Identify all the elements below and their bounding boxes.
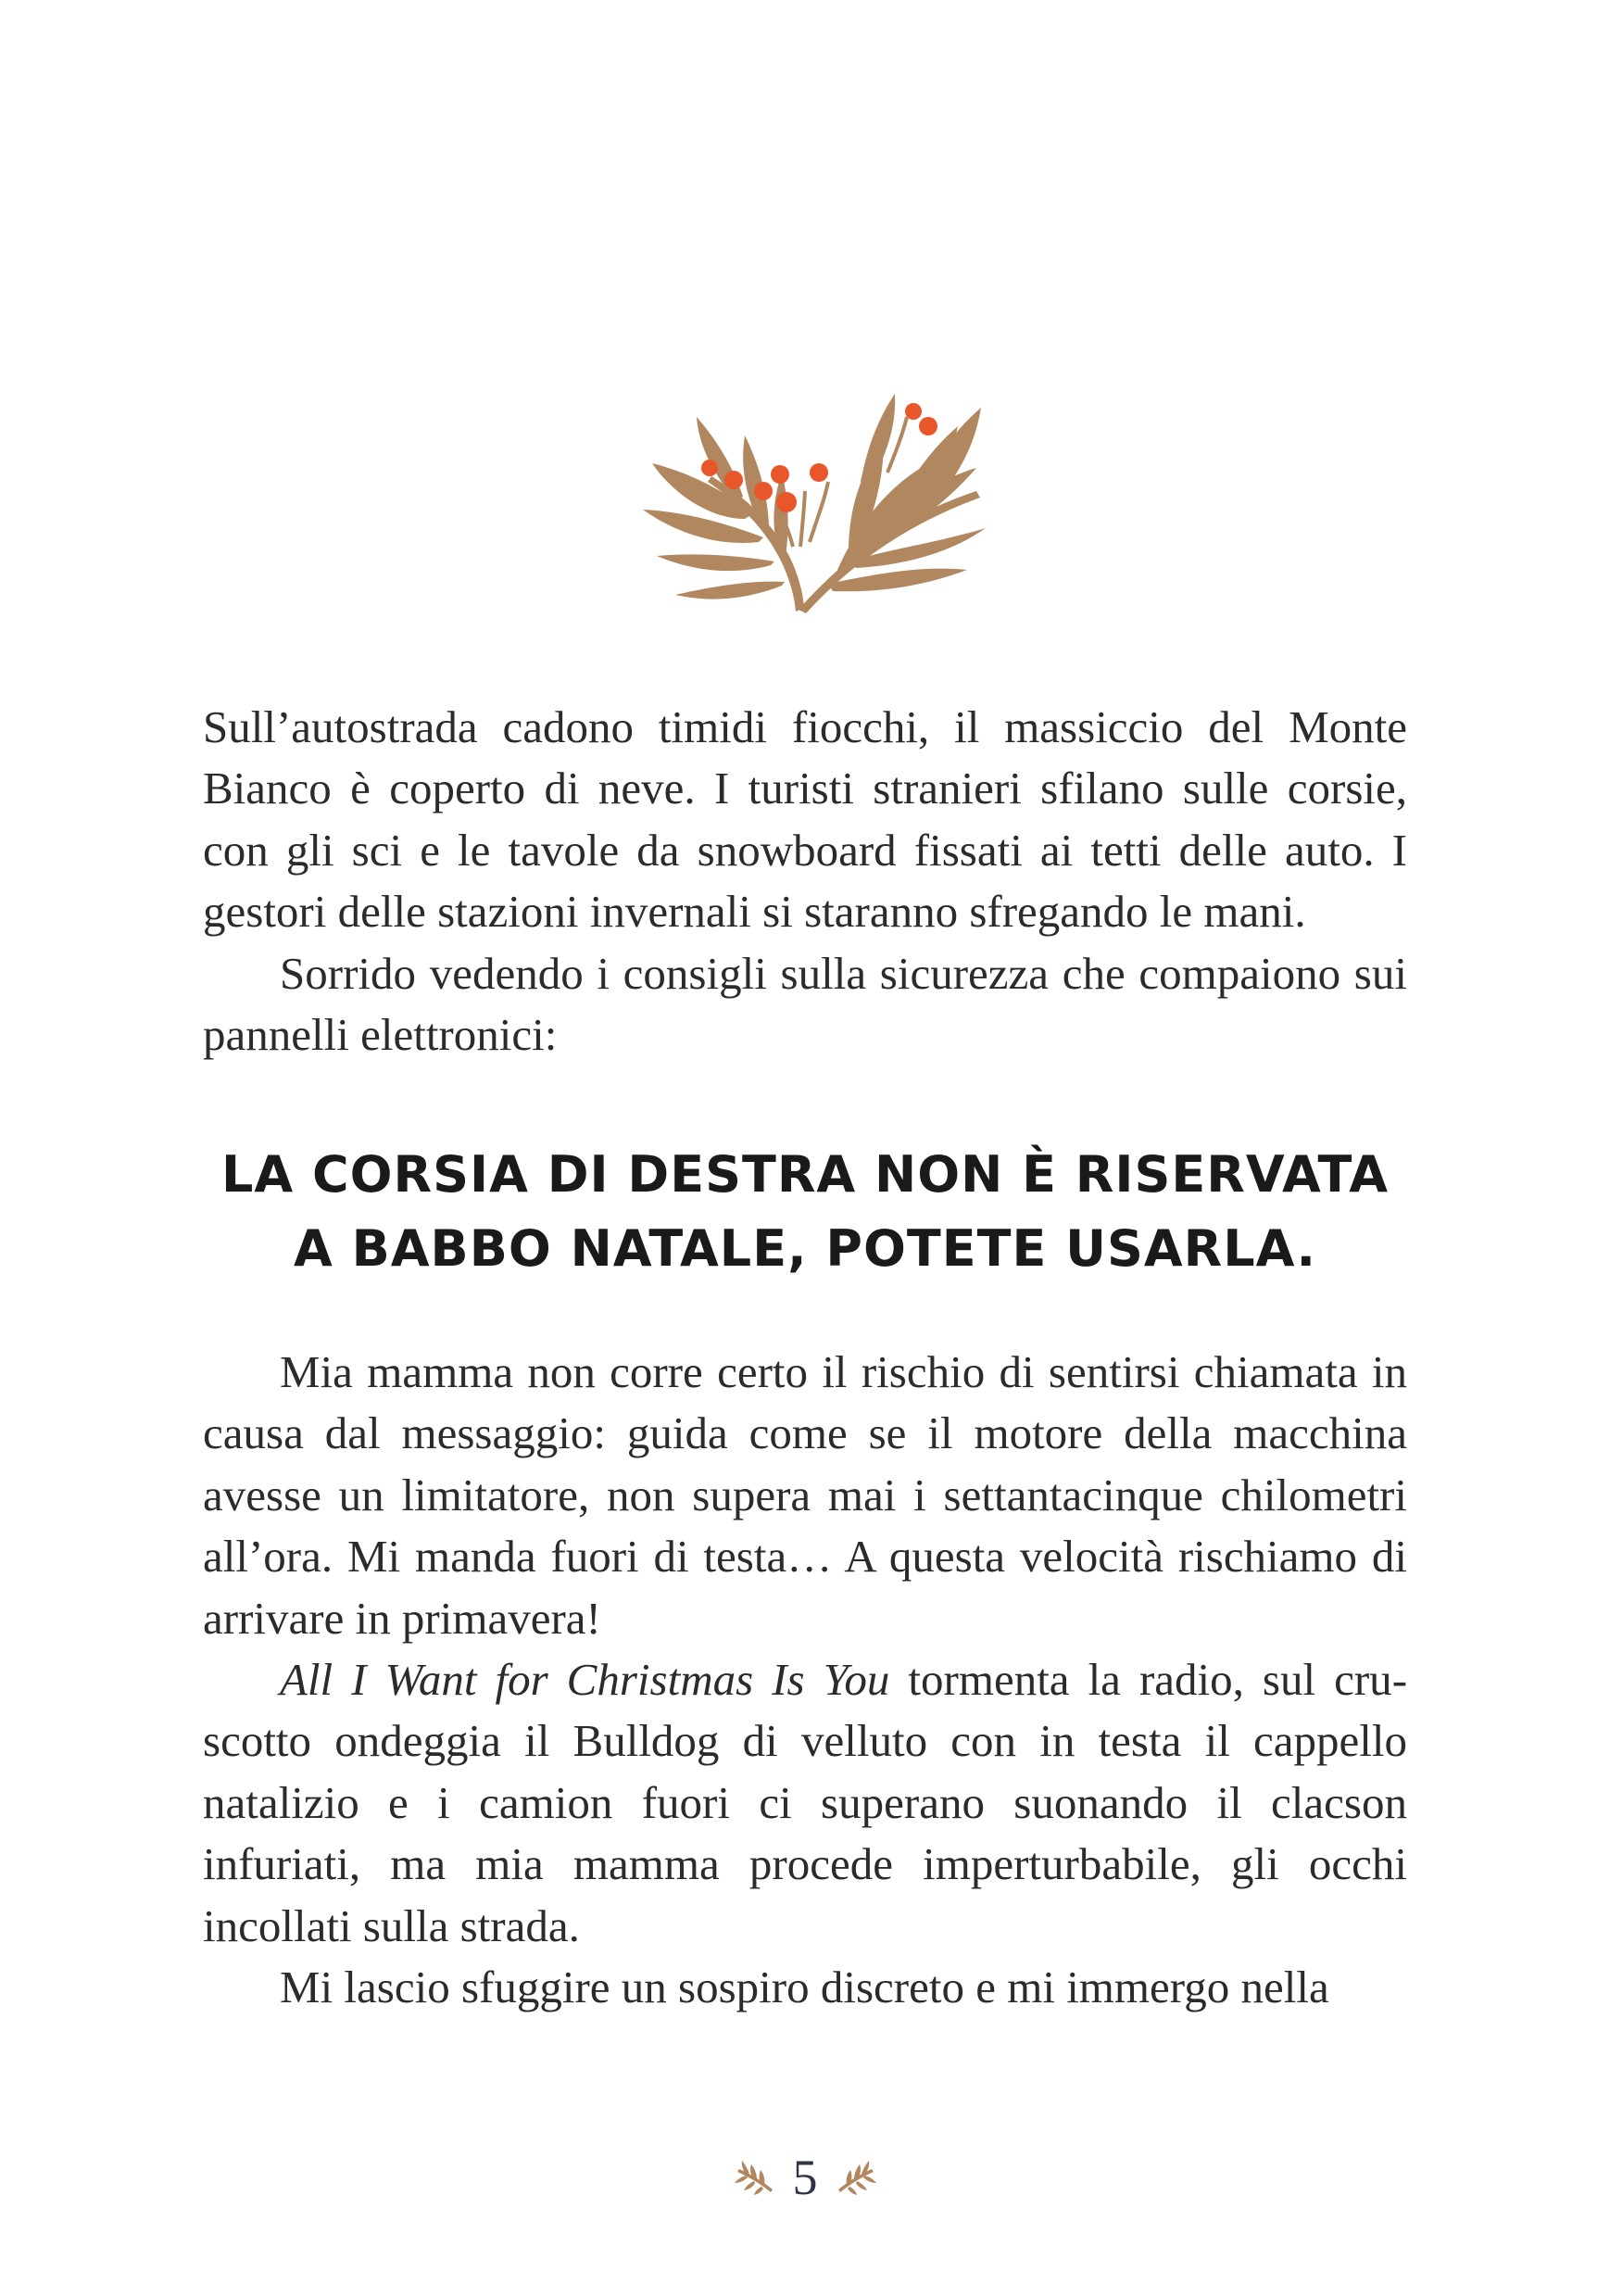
paragraph: Sull’autostrada cadono timidi fiocchi, il massiccio del Monte Bianco è coperto di neve. I turisti stranieri sfilano sulle corsie, con gli sci e le tavole da snowboard fissati ai tetti delle auto. I gestori delle stazioni invernali si staranno sfregando le mani. [203, 701, 1407, 938]
paragraph [203, 1649, 1407, 1957]
page-footer [0, 2140, 1610, 2214]
text-block-top [203, 697, 1407, 1066]
paragraph: Mia mamma non corre certo il rischio di sentirsi chiamata in causa dal messaggio: guida come se il motore della macchina avesse un limitatore, non supera mai i settantacinque chilometri all’ora. Mi manda fuori di testa… A questa velocità rischiamo di arrivare in primavera! [203, 1346, 1407, 1644]
road-sign-message [203, 1138, 1407, 1286]
sprig-right-icon [835, 2159, 877, 2196]
paragraph: Mi lascio sfuggire un sospiro discreto e mi immergo nella [280, 1962, 1329, 2013]
paragraph: Sorrido vedendo i consigli sulla sicurezza che compaiono sui pannelli elettronici: [203, 947, 1407, 1061]
text-block-bottom [203, 1342, 1407, 2018]
road-sign-line: A BABBO NATALE, POTETE USARLA. [294, 1219, 1316, 1278]
page-number: 5 [792, 2150, 818, 2205]
berry-branch-icon [606, 380, 1013, 621]
song-title: All I Want for Christmas Is You [280, 1654, 890, 1706]
sprig-left-icon [734, 2159, 776, 2196]
road-sign-line: LA CORSIA DI DESTRA NON È RISERVATA [221, 1145, 1389, 1204]
paragraph-text: tormenta la radio, sul cruscotto ondeggia il Bulldog di velluto con in testa il cappello natalizio e i camion fuori ci superano suonando il clacson infuriati, ma mia mamma procede imperturbabile, gli occhi incollati sulla strada. [203, 1654, 1408, 1951]
